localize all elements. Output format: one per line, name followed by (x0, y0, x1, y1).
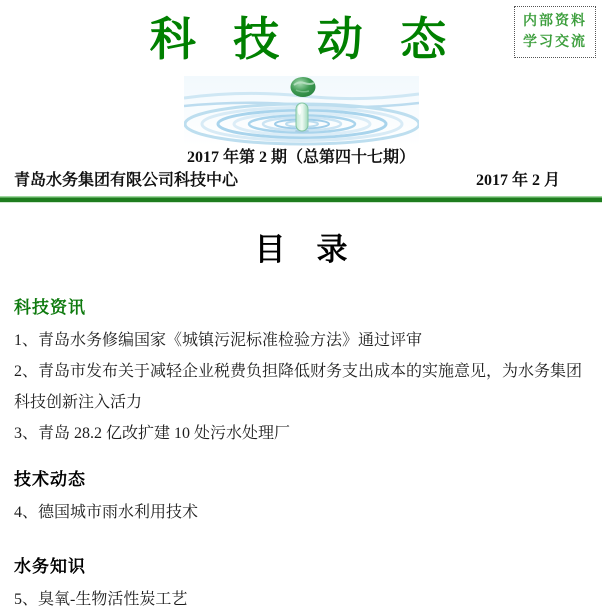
water-droplet-column (296, 103, 308, 131)
toc-list (0, 297, 602, 613)
green-globe-icon (290, 77, 315, 97)
page-title: 科 技 动 态 (149, 14, 453, 65)
toc-heading: 目 录 (254, 232, 348, 267)
organization-name: 青岛水务集团有限公司科技中心 (14, 172, 239, 189)
toc-section (14, 469, 594, 528)
green-divider-rule (0, 196, 602, 203)
toc-item: 1、青岛水务修编国家《城镇污泥标准检验方法》通过评审 (14, 332, 423, 349)
water-splash-image (184, 76, 419, 146)
toc-item: 3、青岛 28.2 亿改扩建 10 处污水处理厂 (14, 425, 291, 442)
info-box-line2: 学习交流 (523, 35, 587, 50)
issue-line: 2017 年第 2 期（总第四十七期） (186, 149, 415, 166)
toc-item: 5、臭氧-生物活性炭工艺 (14, 591, 188, 608)
toc-item: 4、德国城市雨水利用技术 (14, 504, 199, 521)
toc-section-title: 技术动态 (14, 470, 86, 489)
internal-materials-box (514, 6, 596, 58)
toc-section-title: 水务知识 (14, 557, 86, 576)
masthead-info-row (0, 170, 602, 192)
info-box-line1: 内部资料 (523, 14, 587, 29)
publication-date: 2017 年 2 月 (475, 172, 560, 189)
toc-section (14, 556, 594, 613)
toc-section (14, 297, 594, 449)
toc-item: 2、青岛市发布关于减轻企业税费负担降低财务支出成本的实施意见，为水务集团科技创新注入活力 (14, 363, 583, 411)
toc-section-title: 科技资讯 (14, 298, 86, 317)
